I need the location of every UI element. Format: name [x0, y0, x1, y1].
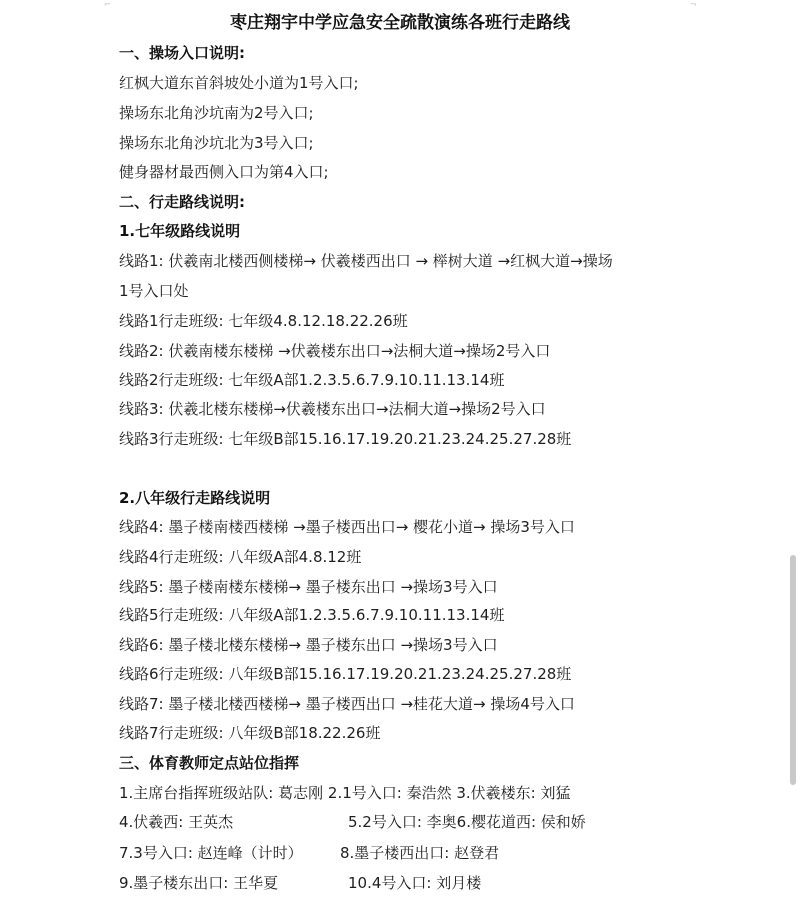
- route-line: 线路1: 伏羲南北楼西侧楼梯→ 伏羲楼西出口 → 榉树大道 →红枫大道→操场: [119, 252, 613, 270]
- teacher-row-4-left: 9.墨子楼东出口: 王华夏: [119, 874, 279, 892]
- vertical-scrollbar[interactable]: [790, 555, 796, 785]
- teacher-row-3-right: 8.墨子楼西出口: 赵登君: [340, 844, 500, 862]
- route-line: 线路2行走班级: 七年级A部1.2.3.5.6.7.9.10.11.13.14班: [119, 371, 505, 389]
- entrance-item-2: 操场东北角沙坑南为2号入口;: [119, 104, 314, 122]
- route-line: 1号入口处: [119, 282, 189, 300]
- route-line: 线路6行走班级: 八年级B部15.16.17.19.20.21.23.24.25.27.28班: [119, 665, 572, 683]
- section2-heading: 二、行走路线说明:: [119, 193, 245, 211]
- page-corner-mark-right: ¬: [690, 0, 697, 9]
- teacher-row-3-left: 7.3号入口: 赵连峰（计时）: [119, 844, 303, 862]
- route-line: 线路7行走班级: 八年级B部18.22.26班: [119, 724, 381, 742]
- route-line: 线路2: 伏羲南楼东楼梯 →伏羲楼东出口→法桐大道→操场2号入口: [119, 342, 551, 360]
- entrance-item-3: 操场东北角沙坑北为3号入口;: [119, 134, 314, 152]
- grade8-heading: 2.八年级行走路线说明: [119, 489, 271, 507]
- route-line: 线路6: 墨子楼北楼东楼梯→ 墨子楼东出口 →操场3号入口: [119, 636, 498, 654]
- teacher-row-2-right: 5.2号入口: 李奥6.樱花道西: 侯和娇: [348, 813, 586, 831]
- route-line: 线路5行走班级: 八年级A部1.2.3.5.6.7.9.10.11.13.14班: [119, 606, 505, 624]
- page-corner-mark-left: ⌐: [104, 0, 111, 9]
- entrance-item-1: 红枫大道东首斜坡处小道为1号入口;: [119, 74, 359, 92]
- grade7-heading: 1.七年级路线说明: [119, 222, 241, 240]
- route-line: 线路3: 伏羲北楼东楼梯→伏羲楼东出口→法桐大道→操场2号入口: [119, 400, 546, 418]
- route-line: 线路7: 墨子楼北楼西楼梯→ 墨子楼西出口 →桂花大道→ 操场4号入口: [119, 695, 575, 713]
- teacher-row-4-right: 10.4号入口: 刘月楼: [348, 874, 482, 892]
- teacher-row-2-left: 4.伏羲西: 王英杰: [119, 813, 234, 831]
- teacher-row-1: 1.主席台指挥班级站队: 葛志刚 2.1号入口: 秦浩然 3.伏羲楼东: 刘猛: [119, 784, 571, 802]
- entrance-item-4: 健身器材最西侧入口为第4入口;: [119, 163, 329, 181]
- route-line: 线路4行走班级: 八年级A部4.8.12班: [119, 548, 362, 566]
- document-title: 枣庄翔宇中学应急安全疏散演练各班行走路线: [230, 13, 570, 33]
- section1-heading: 一、操场入口说明:: [119, 44, 245, 62]
- section3-heading: 三、体育教师定点站位指挥: [119, 754, 300, 772]
- route-line: 线路4: 墨子楼南楼西楼梯 →墨子楼西出口→ 樱花小道→ 操场3号入口: [119, 518, 575, 536]
- route-line: 线路3行走班级: 七年级B部15.16.17.19.20.21.23.24.25.27.28班: [119, 430, 572, 448]
- route-line: 线路1行走班级: 七年级4.8.12.18.22.26班: [119, 312, 408, 330]
- route-line: 线路5: 墨子楼南楼东楼梯→ 墨子楼东出口 →操场3号入口: [119, 578, 498, 596]
